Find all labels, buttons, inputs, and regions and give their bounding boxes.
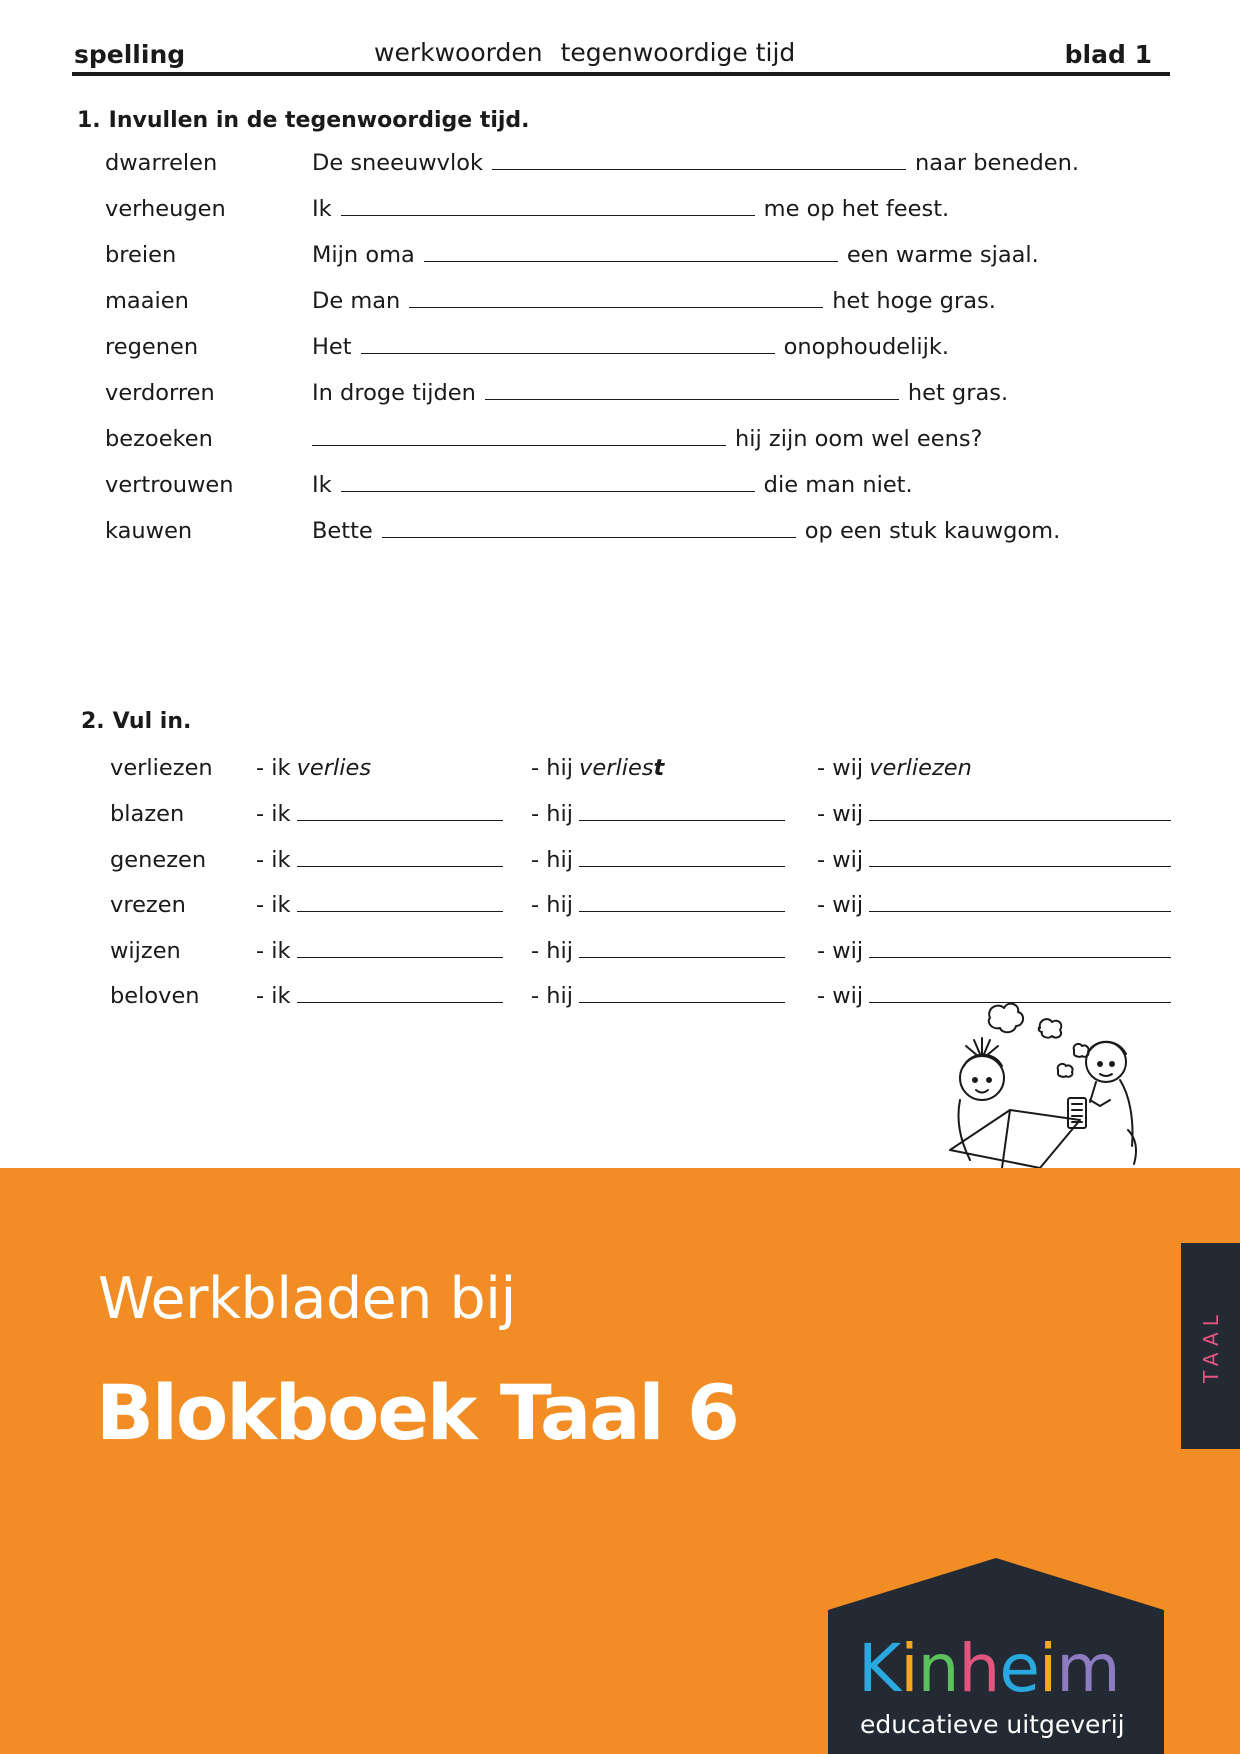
conjugation-hij xyxy=(531,892,785,918)
exercise-1-verb: regenen xyxy=(105,334,199,360)
answer-blank-ik[interactable] xyxy=(297,985,503,1003)
sentence-end: het gras. xyxy=(907,380,1009,406)
exercise-1-instruction: Invullen in de tegenwoordige tijd. xyxy=(108,108,530,133)
exercise-2-verb: wijzen xyxy=(110,938,181,964)
answer-blank-hij[interactable] xyxy=(579,849,785,867)
sentence-start: Bette xyxy=(312,518,373,544)
exercise-1-sentence xyxy=(312,288,996,314)
conjugation-ik xyxy=(256,983,503,1009)
exercise-1-sentence xyxy=(312,196,949,222)
conjugation-hij xyxy=(531,983,785,1009)
sentence-end: een warme sjaal. xyxy=(846,242,1039,268)
sentence-start: De man xyxy=(312,288,401,314)
children-illustration xyxy=(940,1000,1160,1168)
answer-blank-wij[interactable] xyxy=(869,894,1171,912)
sentence-start: Het xyxy=(312,334,352,360)
pronoun-ik: - ik xyxy=(256,938,291,964)
pronoun-ik: - ik xyxy=(256,801,291,827)
answer-blank[interactable] xyxy=(341,198,755,216)
answer-blank[interactable] xyxy=(492,152,906,170)
answer-blank-wij[interactable] xyxy=(869,849,1171,867)
exercise-1-sentence xyxy=(312,242,1039,268)
answer-blank-hij[interactable] xyxy=(579,985,785,1003)
answer-blank-wij[interactable] xyxy=(869,803,1171,821)
publisher-letter: K xyxy=(858,1630,901,1707)
exercise-2-verb: vrezen xyxy=(110,892,186,918)
exercise-1-verb: verdorren xyxy=(105,380,215,406)
answer-blank-hij[interactable] xyxy=(579,940,785,958)
publisher-letter: n xyxy=(917,1630,959,1707)
exercise-1-sentence xyxy=(312,150,1079,176)
answer-blank[interactable] xyxy=(424,244,838,262)
answer-blank[interactable] xyxy=(409,290,823,308)
pronoun-hij: - hij xyxy=(531,847,574,873)
exercise-1-verb: vertrouwen xyxy=(105,472,234,498)
cover-subtitle: Werkbladen bij xyxy=(98,1266,516,1332)
sentence-end: naar beneden. xyxy=(915,150,1080,176)
exercise-2-number: 2. xyxy=(81,709,105,734)
publisher-tagline: educatieve uitgeverij xyxy=(860,1710,1125,1739)
conjugation-wij xyxy=(817,847,1171,873)
conjugation-wij xyxy=(817,938,1171,964)
conjugation-ik xyxy=(256,847,503,873)
answer-blank-hij[interactable] xyxy=(579,894,785,912)
sentence-start: Ik xyxy=(312,196,332,222)
conjugation-ik xyxy=(256,801,503,827)
subject-label: spelling xyxy=(74,40,186,69)
sentence-end: hij zijn oom wel eens? xyxy=(735,426,983,452)
exercise-1-verb: breien xyxy=(105,242,177,268)
conjugation-hij xyxy=(531,847,785,873)
exercise-1-sentence xyxy=(312,426,983,452)
answer-blank-ik[interactable] xyxy=(297,849,503,867)
pronoun-ik: - ik xyxy=(256,847,291,873)
pronoun-hij: - hij xyxy=(531,801,574,827)
publisher-letter: i xyxy=(1038,1630,1057,1707)
answer-blank-wij[interactable] xyxy=(869,940,1171,958)
conjugation-ik xyxy=(256,938,503,964)
exercise-1-verb: kauwen xyxy=(105,518,193,544)
pronoun-wij: - wij xyxy=(817,892,864,918)
pronoun-wij: - wij xyxy=(817,938,864,964)
sentence-end: op een stuk kauwgom. xyxy=(804,518,1061,544)
publisher-letter: e xyxy=(999,1630,1039,1707)
exercise-2-verb: genezen xyxy=(110,847,207,873)
pronoun-hij: - hij xyxy=(531,938,574,964)
exercise-1-sentence xyxy=(312,518,1060,544)
publisher-letter: h xyxy=(958,1630,1000,1707)
exercise-1-verb: verheugen xyxy=(105,196,226,222)
exercise-2-verb: beloven xyxy=(110,983,200,1009)
page-header xyxy=(72,34,1170,76)
conjugation-hij xyxy=(531,801,785,827)
publisher-letter: i xyxy=(900,1630,918,1707)
pronoun-wij: - wij xyxy=(817,801,864,827)
answer-blank[interactable] xyxy=(341,474,755,492)
topic-2: tegenwoordige tijd xyxy=(560,38,796,67)
cover-title: Blokboek Taal 6 xyxy=(96,1368,738,1457)
pronoun-ik: - ik xyxy=(256,983,291,1009)
pronoun-hij: - hij xyxy=(531,983,574,1009)
exercise-2-instruction: Vul in. xyxy=(112,709,192,734)
exercise-1-verb: maaien xyxy=(105,288,189,314)
example-wij: - wij verliezen xyxy=(817,755,972,781)
exercise-1-title xyxy=(77,108,530,133)
exercise-1-sentence xyxy=(312,334,949,360)
exercise-1-sentence xyxy=(312,472,913,498)
exercise-1-sentence xyxy=(312,380,1008,406)
sentence-start: In droge tijden xyxy=(312,380,476,406)
exercise-2-title xyxy=(81,709,191,734)
exercise-1-verb: dwarrelen xyxy=(105,150,218,176)
topic-label xyxy=(374,38,813,67)
taal-tab xyxy=(1181,1243,1240,1449)
sentence-start: De sneeuwvlok xyxy=(312,150,484,176)
answer-blank[interactable] xyxy=(361,336,775,354)
answer-blank[interactable] xyxy=(485,382,899,400)
exercise-1-number: 1. xyxy=(77,108,101,133)
exercise-2-verb: blazen xyxy=(110,801,185,827)
sentence-end: onophoudelijk. xyxy=(783,334,950,360)
topic-1: werkwoorden xyxy=(374,38,543,67)
sentence-start: Mijn oma xyxy=(312,242,415,268)
conjugation-wij xyxy=(817,892,1171,918)
publisher-name xyxy=(858,1630,1120,1707)
example-ik: - ik verlies xyxy=(256,755,372,781)
answer-blank-hij[interactable] xyxy=(579,803,785,821)
pronoun-wij: - wij xyxy=(817,847,864,873)
pronoun-hij: - hij xyxy=(531,892,574,918)
conjugation-ik xyxy=(256,892,503,918)
sentence-end: die man niet. xyxy=(763,472,913,498)
cover-band xyxy=(0,1168,1240,1754)
pronoun-ik: - ik xyxy=(256,892,291,918)
sentence-end: me op het feest. xyxy=(763,196,950,222)
highlighted-ending: t xyxy=(653,755,665,781)
conjugation-wij xyxy=(817,801,1171,827)
publisher-letter: m xyxy=(1056,1630,1120,1707)
exercise-1-verb: bezoeken xyxy=(105,426,213,452)
answer-blank[interactable] xyxy=(312,428,726,446)
answer-blank-ik[interactable] xyxy=(297,940,503,958)
taal-tab-label: TAAL xyxy=(1198,1309,1223,1383)
answer-blank[interactable] xyxy=(382,520,796,538)
answer-blank-ik[interactable] xyxy=(297,894,503,912)
sentence-start: Ik xyxy=(312,472,332,498)
conjugation-hij xyxy=(531,938,785,964)
example-verb: verliezen xyxy=(110,755,213,781)
sheet-number: blad 1 xyxy=(1064,40,1152,69)
answer-blank-ik[interactable] xyxy=(297,803,503,821)
example-hij: - hij verliest xyxy=(531,755,665,781)
sentence-end: het hoge gras. xyxy=(832,288,996,314)
pronoun-wij: - wij xyxy=(817,983,864,1009)
